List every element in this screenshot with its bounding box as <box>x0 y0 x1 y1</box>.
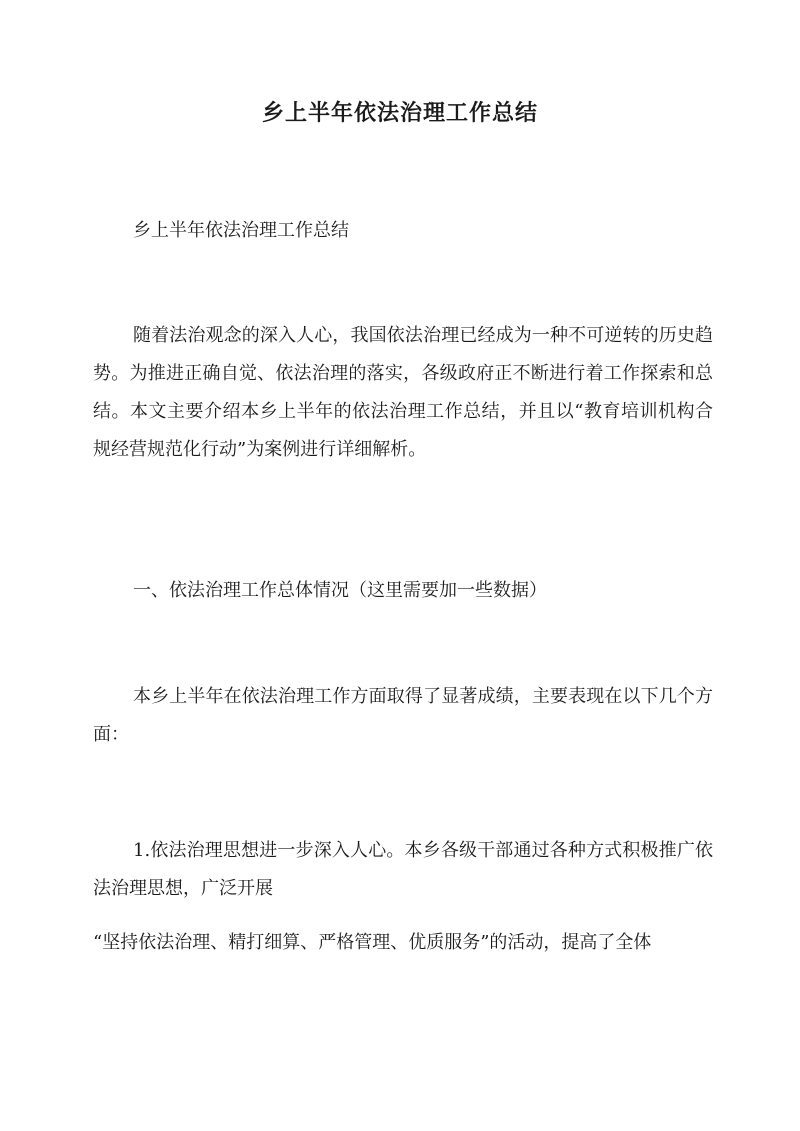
document-subtitle: 乡上半年依法治理工作总结 <box>133 220 349 241</box>
list-item-1: 1.依法治理思想进一步深入人心。本乡各级干部通过各种方式积极推广依法治理思想，广泛开展 <box>93 840 713 899</box>
section-intro-paragraph: 本乡上半年在依法治理工作方面取得了显著成绩，主要表现在以下几个方面： <box>93 686 713 745</box>
list-item-1-continued: “坚持依法治理、精打细算、严格管理、优质服务”的活动，提高了全体 <box>93 932 652 953</box>
intro-paragraph: 随着法治观念的深入人心，我国依法治理已经成为一种不可逆转的历史趋势。为推进正确自觉、依法治理的落实，各级政府正不断进行着工作探索和总结。本文主要介绍本乡上半年的依法治理工作总结，并且以“教育培训机构合规经营规范化行动”为案例进行详细解析。 <box>93 325 713 460</box>
section-heading: 一、依法治理工作总体情况（这里需要加一些数据） <box>133 580 547 601</box>
page-title: 乡上半年依法治理工作总结 <box>261 100 538 126</box>
